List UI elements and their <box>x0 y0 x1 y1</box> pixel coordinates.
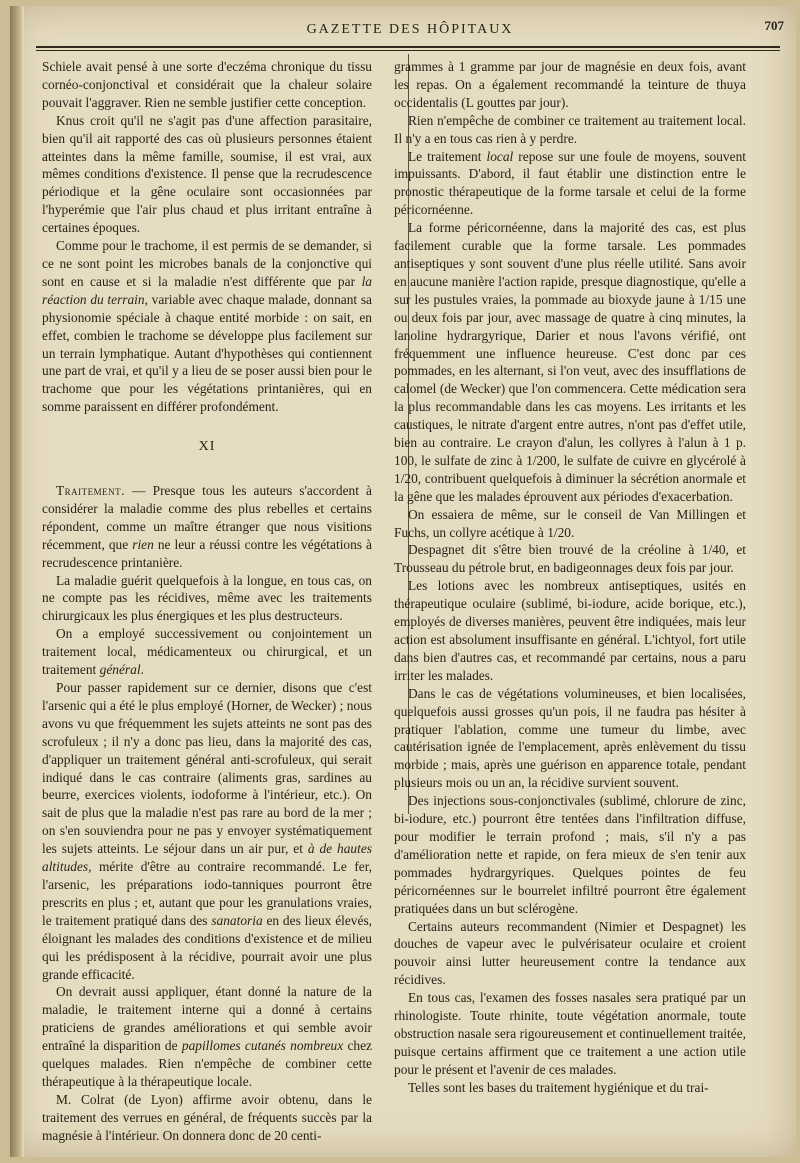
text-run: chez quelques malades. Rien n'empêche de combiner cette thérapeutique à la thérapeutique locale. <box>42 1038 373 1089</box>
paragraph: Rien n'empêche de combiner ce traitement au traitement local. Il n'y a en tous cas rien à y perdre. <box>394 112 746 146</box>
running-title: GAZETTE DES HÔPITAUX <box>306 22 514 37</box>
paragraph: La forme péricornéenne, dans la majorité des cas, est plus facilement curable que la forme tarsale. Les pommades antiseptiques y sont souvent d'une plus réelle utilité. Sans avoir en aucune manière l'action rapide, presque diagnostique, qu'elle a sur les pustules vraies, la pommade au bioxyde jaune à 1/15 une ou deux fois par jour, avec massage de quatre à cinq minutes, la lanoline hydrargyrique, Darier et nous l'avons vérifié, ont fréquemment une influence heureuse. C'est donc par ces pommades, en les alternant, si l'on veut, avec des insufflations de calomel (de Wecker) que l'on commencera. Cette médication sera la plus recommandable dans les cas moyens. Les irritants et les caustiques, le nitrate d'argent entre autres, n'ont pas d'effet utile, bien au contraire. Le crayon d'alun, les collyres à l'alun à 1 p. 100, le sulfate de zinc à 1/200, le sulfate de cuivre en glycérolé à 1/20, contribuent quelquefois à diminuer la sécrétion anormale et la gêne que les malades éprouvent aux périodes d'exacerbation. <box>394 220 746 504</box>
italic-run: la réaction du terrain <box>42 273 372 307</box>
italic-run: papillomes cutanés nombreux <box>181 1038 344 1054</box>
italic-run: local <box>486 148 514 164</box>
italic-run: à de hautes altitudes <box>42 841 372 875</box>
paragraph: Telles sont les bases du traitement hygiénique et du trai- <box>408 1079 709 1095</box>
text-run: Le traitement <box>408 148 487 164</box>
paragraph <box>42 625 372 679</box>
paragraph: grammes à 1 gramme par jour de magnésie en deux fois, avant les repas. On a également recommandé la teinture de thuya occidentalis (L gouttes par jour). <box>394 59 746 110</box>
paragraph: Les lotions avec les nombreux antiseptiques, usités en thérapeutique oculaire (sublimé, bi-iodure, acide borique, etc.), employés de diverses manières, peuvent être indiquées, mais leur action est absolument insuffisante en général. L'ichtyol, fort utile dans bien d'autres cas, et recommandé par certains, nous a paru irriter les malades. <box>394 578 746 683</box>
text-run: On devrait aussi appliquer, étant donné la nature de la maladie, le traitement interne qui a donné à certains praticiens de grandes améliorations et qui semble avoir entraîné la disparition de <box>42 984 372 1054</box>
paragraph: Despagnet dit s'être bien trouvé de la créoline à 1/40, et Trousseau du pétrole brut, en badigeonnages deux fois par jour. <box>394 542 746 576</box>
text-run: Comme pour le trachome, il est permis de se demander, si ce ne sont point les microbes banals de la conjonctive qui sont en cause et si la maladie n'est différente que par <box>42 238 372 289</box>
paragraph: Knus croit qu'il ne s'agit pas d'une affection parasitaire, bien qu'il ait rapporté des cas où plusieurs personnes étaient atteintes dans la même famille, soumise, il est vrai, aux mêmes conditions d'existence. Il pense que la recrudescence périodique et la gêne oculaire sont occasionnées par l'hyperémie que l'air plus chaud et plus irritant entraîne à certaines époques. <box>42 112 372 236</box>
header-rule-thick <box>36 46 780 48</box>
section-heading: XI <box>198 439 216 455</box>
paragraph <box>42 679 372 983</box>
text-run: repose sur une foule de moyens, souvent impuissants. D'abord, il faut établir une distinction entre le pronostic thérapeutique de la forme tarsale et celui de la forme péricornéenne. <box>394 148 746 218</box>
page-header <box>36 18 784 48</box>
text-run: On a employé successivement ou conjointement un traitement local, médicamenteux ou chirurgical, et un traitement <box>42 626 372 678</box>
text-run: ne leur a réussi contre les végétations à recrudescence printanière. <box>42 536 372 570</box>
italic-run: sanatoria <box>211 912 263 928</box>
page-spine-shadow <box>10 6 24 1157</box>
paragraph <box>394 148 746 220</box>
newspaper-page <box>10 6 796 1157</box>
paragraph: La maladie guérit quelquefois à la longue, en tous cas, on ne compte pas les récidives, même avec les traitements chirurgicaux les plus énergiques et les plus destructeurs. <box>42 572 372 624</box>
page-number: 707 <box>764 18 784 33</box>
paragraph: M. Colrat (de Lyon) affirme avoir obtenu, dans le traitement des verrues en général, de fréquents succès par la magnésie à l'intérieur. On donnera donc de 20 centi- <box>42 1091 372 1143</box>
left-column <box>42 58 372 1145</box>
right-column <box>394 58 746 1097</box>
lead-word: Traitement. <box>56 483 126 499</box>
paragraph <box>42 482 372 572</box>
text-run: , mérite d'être au contraire recommandé. Le fer, l'arsenic, les préparations iodo-tanniques pourront être prescrits en plus ; et, autant que pour les granulations vraies, le traitement pratiqué dans des <box>42 859 372 928</box>
italic-run: général <box>99 662 141 678</box>
paragraph <box>42 237 372 416</box>
paragraph: Des injections sous-conjonctivales (sublimé, chlorure de zinc, bi-iodure, etc.) pourront être tentées dans l'infiltration diffuse, pour modifier le terrain profond ; mais, s'il n'y a pas d'amélioration nette et rapide, on fera mieux de s'en tenir aux pommades hydrargyriques. Quelques pointes de feu péricornéennes sur le bourrelet infiltré pourront être également pratiquées dans un but sclérogène. <box>394 793 746 916</box>
paragraph: En tous cas, l'examen des fosses nasales sera pratiqué par un rhinologiste. Toute rhinite, toute végétation anormale, toute obstruction nasale sera rigoureusement et continuellement traitée, puisque certains affirment que ce traitement a une action utile pour le présent et l'avenir de ces malades. <box>394 990 746 1077</box>
text-run: . <box>140 662 144 678</box>
paragraph: Schiele avait pensé à une sorte d'eczéma chronique du tissu cornéo-conjonctival et considérait que la chaleur solaire pouvait l'aggraver. Rien ne semble justifier cette conception. <box>42 59 372 110</box>
text-run: Pour passer rapidement sur ce dernier, disons que c'est l'arsenic qui a été le plus employé (Horner, de Wecker) ; nous avons vu que fréquemment les sujets atteints ne sont pas des scrofuleux ; il n'y a donc pas lieu, dans la majorité des cas, d'appliquer un traitement général anti-scrofuleux, qui serait indiqué dans le cas contraire (aliments gras, sardines au beurre, exercices violents, iodoforme à l'intérieur, etc.). On sait de plus que la maladie n'est pas rare au bord de la mer ; on s'en souviendra pour ne pas y envoyer systématiquement les sujets atteints. Le séjour dans un air pur, et <box>42 680 372 857</box>
paragraph: On essaiera de même, sur le conseil de Van Millingen et Fuchs, un collyre acétique à 1/20. <box>394 506 746 540</box>
text-run: , variable avec chaque malade, donnant sa physionomie spéciale à chaque entité morbide : on sait, en effet, combien le trachome se développe plus facilement sur un terrain lymphatique. Autant d'hypothèses qui contiennent une part de vrai, et qu'il y a lieu de se poser aussi bien pour le trachome que pour les végétations printanières, qui en somme paraissent en différer profondément. <box>42 291 372 415</box>
header-rule-thin <box>36 50 780 51</box>
text-run: en des lieux élevés, éloignant les malades des conditions d'existence et de milieu qui les prédisposent à la récidive, pourrait avoir une plus grande efficacité. <box>42 912 372 982</box>
paragraph: Dans le cas de végétations volumineuses, et bien localisées, quelquefois aussi grosses qu'un pois, il ne faudra pas hésiter à pratiquer l'ablation, comme une tumeur du limbe, avec cautérisation ignée de l'emplacement, après enlèvement du tissu morbide ; mais, après une guérison en apparence totale, pendant plusieurs mois ou un an, la récidive survient souvent. <box>394 685 746 791</box>
paragraph <box>42 983 372 1090</box>
paragraph: Certains auteurs recommandent (Nimier et Despagnet) les douches de vapeur avec le pulvérisateur oculaire et croient pouvoir ainsi lutter heureusement contre la tendance aux récidives. <box>394 918 746 988</box>
text-run: — Presque tous les auteurs s'accordent à considérer la maladie comme des plus rebelles et certains répondent, comme un maître étranger que nous visitions récemment, que <box>42 483 372 552</box>
italic-run: rien <box>132 536 154 552</box>
